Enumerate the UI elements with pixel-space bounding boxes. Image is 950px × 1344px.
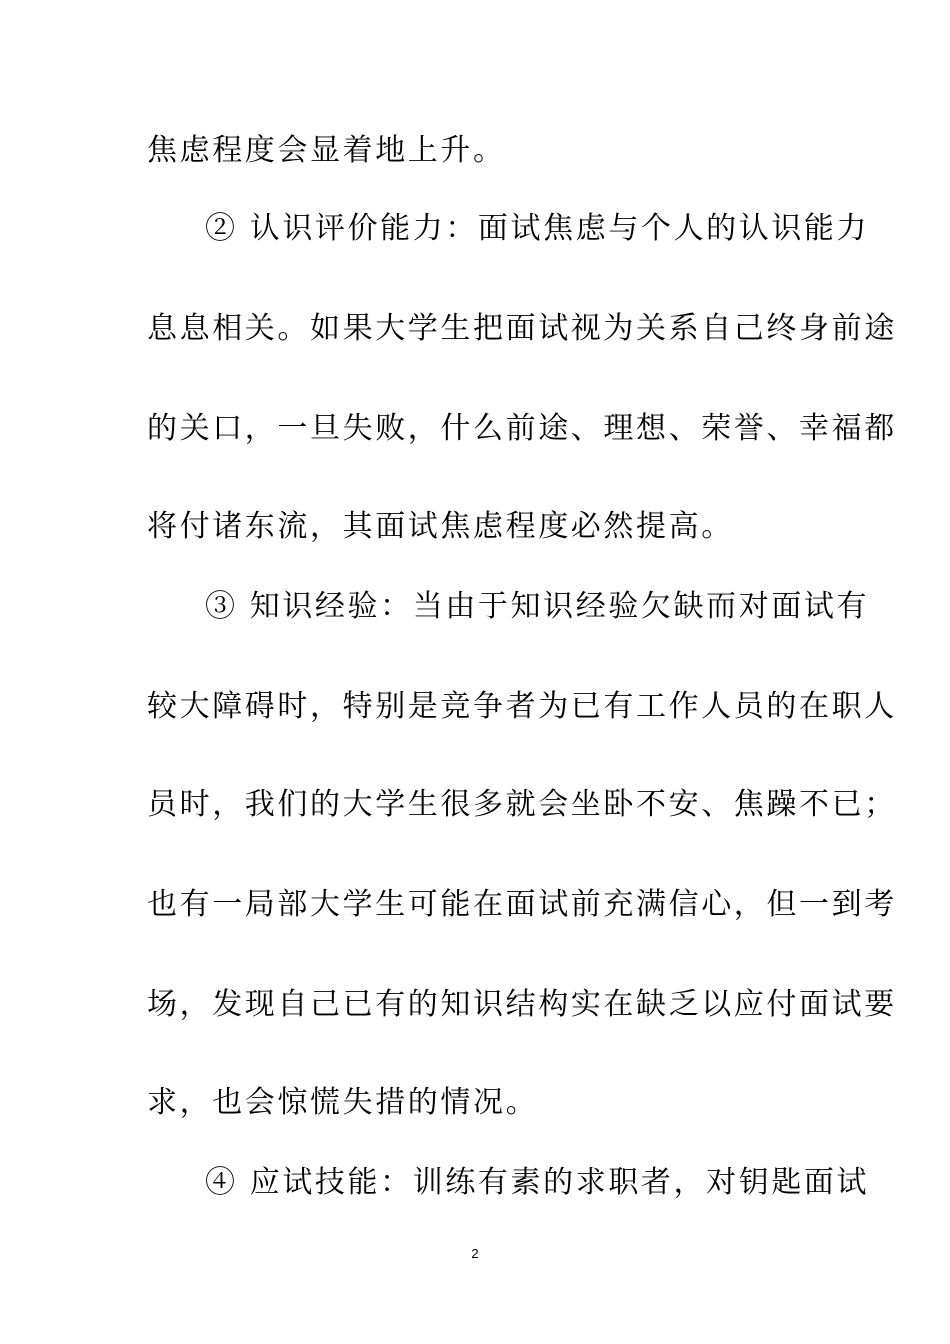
text-line-10: 场，发现自己已有的知识结构实在缺乏以应付面试要 bbox=[147, 987, 897, 1022]
text-line-4: 的关口，一旦失败，什么前途、理想、荣誉、幸福都 bbox=[147, 411, 897, 446]
text-line-1: 焦虑程度会显着地上升。 bbox=[147, 133, 506, 168]
text-line-6: ③ 知识经验：当由于知识经验欠缺而对面试有 bbox=[205, 589, 870, 624]
text-line-8: 员时，我们的大学生很多就会坐卧不安、焦躁不已； bbox=[147, 787, 897, 822]
text-line-7: 较大障碍时，特别是竞争者为已有工作人员的在职人 bbox=[147, 689, 897, 724]
text-line-5: 将付诸东流，其面试焦虑程度必然提高。 bbox=[147, 509, 734, 544]
text-line-3: 息息相关。如果大学生把面试视为关系自己终身前途 bbox=[147, 311, 897, 346]
text-line-11: 求，也会惊慌失措的情况。 bbox=[147, 1085, 539, 1120]
text-line-2: ② 认识评价能力：面试焦虑与个人的认识能力 bbox=[205, 211, 870, 246]
text-line-9: 也有一局部大学生可能在面试前充满信心，但一到考 bbox=[147, 887, 897, 922]
page-number: 2 bbox=[471, 1246, 479, 1261]
text-line-12: ④ 应试技能：训练有素的求职者，对钥匙面试 bbox=[205, 1165, 870, 1200]
